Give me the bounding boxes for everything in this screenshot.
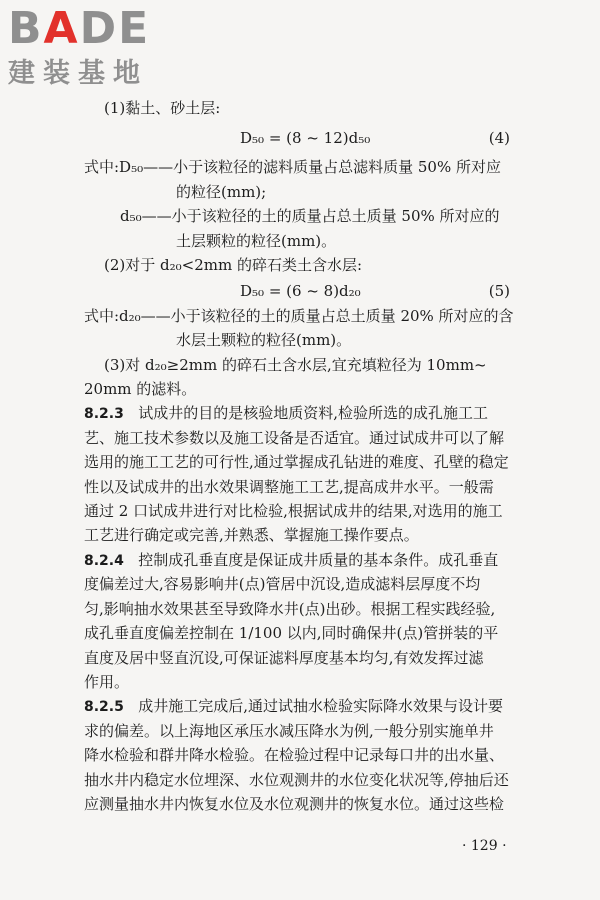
section-8-2-3-line-4: 性以及试成井的出水效果调整施工工艺,提高成井水平。一般需: [84, 478, 494, 496]
where-d50-small-line-2: 土层颗粒的粒径(mm)。: [176, 232, 337, 250]
equation-4-number: (4): [488, 129, 510, 147]
bade-logo: [6, 4, 176, 94]
logo-subtitle: 建装基地: [8, 58, 148, 89]
where-d50-line-2: 的粒径(mm);: [176, 183, 267, 201]
section-8-2-3-line-6: 工艺进行确定或完善,并熟悉、掌握施工操作要点。: [84, 526, 419, 544]
equation-4-formula: D₅₀ = (8 ~ 12)d₅₀: [240, 129, 371, 147]
logo-wordmark: BADE: [8, 3, 151, 54]
section-8-2-5-line-2: 求的偏差。以上海地区承压水减压降水为例,一般分别实施单井: [84, 722, 494, 740]
section-8-2-5-number: 8.2.5: [84, 699, 124, 715]
section-8-2-3-line-5: 通过 2 口试成井进行对比检验,根据试成井的结果,对选用的施工: [84, 502, 503, 520]
section-8-2-4-line-4: 成孔垂直度偏差控制在 1/100 以内,同时确保井(点)管拼装的平: [84, 624, 499, 642]
section-8-2-5-line-4: 抽水井内稳定水位埋深、水位观测井的水位变化状况等,停抽后还: [84, 771, 509, 789]
section-8-2-4-line-2: 度偏差过大,容易影响井(点)管居中沉设,造成滤料层厚度不均: [84, 575, 481, 593]
where-d50-small-line-1: d₅₀——小于该粒径的土的质量占总土质量 50% 所对应的: [120, 207, 500, 225]
equation-4: [0, 127, 600, 149]
section-8-2-4-line-5: 直度及居中竖直沉设,可保证滤料厚度基本均匀,有效发挥过滤: [84, 649, 484, 667]
equation-5: [0, 280, 600, 302]
equation-5-number: (5): [488, 282, 510, 300]
gravel-heading: (2)对于 d₂₀<2mm 的碎石类土含水层:: [104, 256, 363, 274]
section-8-2-3-number: 8.2.3: [84, 406, 124, 422]
section-8-2-4-number: 8.2.4: [84, 553, 124, 569]
equation-5-formula: D₅₀ = (6 ~ 8)d₂₀: [240, 282, 361, 300]
where-d50-line-1: 式中:D₅₀——小于该粒径的滤料质量占总滤料质量 50% 所对应: [84, 158, 501, 176]
where-d20-line-1: 式中:d₂₀——小于该粒径的土的质量占总土质量 20% 所对应的含: [84, 307, 514, 325]
section-8-2-4-line-6: 作用。: [84, 673, 130, 691]
section-8-2-5-line-3: 降水检验和群井降水检验。在检验过程中记录每口井的出水量、: [84, 746, 505, 764]
section-8-2-3-line-1: 8.2.3 试成井的目的是核验地质资料,检验所选的成孔施工工: [84, 404, 488, 422]
section-8-2-4-line-3: 匀,影响抽水效果甚至导致降水井(点)出砂。根据工程实践经验,: [84, 600, 496, 618]
gravel-large-line-1: (3)对 d₂₀≥2mm 的碎石土含水层,宜充填粒径为 10mm~: [104, 356, 487, 374]
where-d20-line-2: 水层土颗粒的粒径(mm)。: [176, 331, 352, 349]
page-number: · 129 ·: [462, 838, 507, 854]
section-8-2-5-line-1: 8.2.5 成井施工完成后,通过试抽水检验实际降水效果与设计要: [84, 697, 503, 715]
gravel-large-line-2: 20mm 的滤料。: [84, 380, 197, 398]
section-8-2-4-line-1: 8.2.4 控制成孔垂直度是保证成井质量的基本条件。成孔垂直: [84, 551, 499, 569]
section-8-2-3-line-2: 艺、施工技术参数以及施工设备是否适宜。通过试成井可以了解: [84, 429, 505, 447]
clay-sand-heading: (1)黏土、砂土层:: [104, 99, 221, 117]
section-8-2-3-line-3: 选用的施工工艺的可行性,通过掌握成孔钻进的难度、孔壁的稳定: [84, 453, 509, 471]
section-8-2-5-line-5: 应测量抽水井内恢复水位及水位观测井的恢复水位。通过这些检: [84, 795, 505, 813]
